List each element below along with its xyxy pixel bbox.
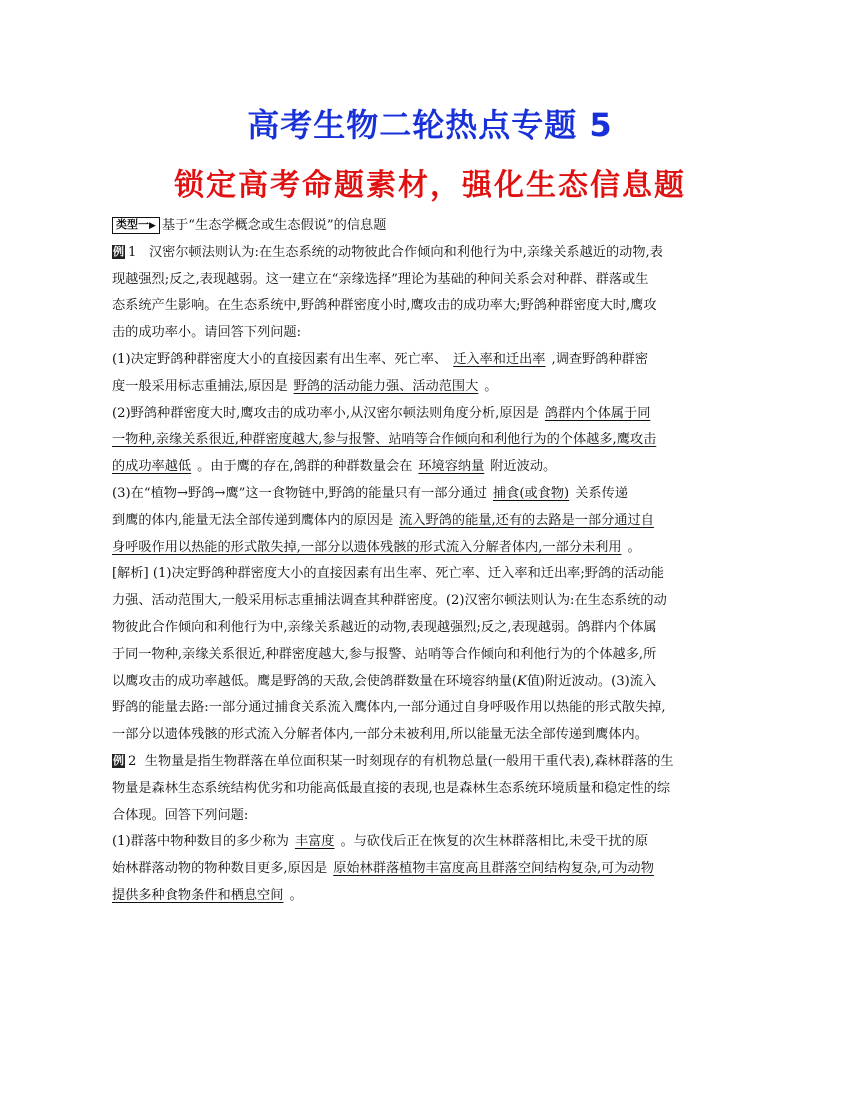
answer-text: 迁入率和迁出率 [453, 351, 546, 367]
analysis-text: 以鹰攻击的成功率越低。鹰是野鸽的天敌,会使鸽群数量在环境容纳量( [112, 673, 517, 689]
answer-text: 鸽群内个体属于同 [544, 405, 651, 421]
example-number: 2 [128, 753, 137, 769]
type-tag-label: 类型一 [116, 218, 149, 231]
paragraph-line: 合体现。回答下列问题: [112, 807, 249, 823]
answer-line [112, 535, 752, 562]
page-title: 高考生物二轮热点专题 5 [247, 106, 613, 144]
answer-text: 身呼吸作用以热能的形式散失掉,一部分以遗体残骸的形式流入分解者体内,一部分未利用 [112, 539, 622, 555]
example-badge: 例 [113, 244, 124, 258]
question-text: ,调查野鸽种群密 [551, 351, 649, 367]
question-text: 。 [627, 539, 641, 555]
question-2-1-cont [112, 856, 752, 883]
question-text: (3)在“植物→野鸽→鹰”这一食物链中,野鸽的能量只有一部分通过 [112, 485, 487, 501]
answer-text: 提供多种食物条件和栖息空间 [112, 887, 284, 903]
document-body [112, 213, 752, 910]
example-badge: 例 [113, 753, 124, 767]
paragraph-line: 态系统产生影响。在生态系统中,野鸽种群密度小时,鹰攻击的成功率大;野鸽种群密度大时,鹰攻 [112, 298, 657, 314]
question-3 [112, 481, 752, 508]
answer-blank [289, 834, 341, 849]
question-1 [112, 347, 752, 374]
answer-blank [393, 513, 660, 528]
answer-text: 丰富度 [294, 834, 335, 850]
question-text: 度一般采用标志重捕法,原因是 [112, 378, 288, 394]
answer-text: 的成功率越低 [112, 459, 192, 475]
answer-blank [112, 540, 628, 555]
analysis-line: 力强、活动范围大,一般采用标志重捕法调查其种群密度。(2)汉密尔顿法则认为:在生态系统的动 [112, 593, 667, 609]
question-text: (2)野鸽种群密度大时,鹰攻击的成功率小,从汉密尔顿法则角度分析,原因是 [112, 405, 539, 421]
analysis-line: 野鸽的能量去路:一部分通过捕食关系流入鹰体内,一部分通过自身呼吸作用以热能的形式散失掉, [112, 700, 666, 716]
type-tag [112, 217, 160, 234]
answer-blank [112, 459, 197, 474]
example1-line [112, 240, 752, 267]
type-heading [112, 213, 752, 240]
answer-text: 流入野鸽的能量,还有的去路是一部分通过自 [399, 512, 654, 528]
answer-text: 一物种,亲缘关系很近,种群密度越大,参与报警、站哨等合作倾向和利他行为的个体越多,鹰攻击 [112, 432, 657, 448]
question-text: (1)决定野鸽种群密度大小的直接因素有出生率、死亡率、 [112, 351, 448, 367]
analysis-text: 值)附近波动。(3)流入 [526, 673, 657, 689]
page-subtitle: 锁定高考命题素材，强化生态信息题 [174, 168, 686, 203]
answer-line [112, 427, 752, 454]
type-title: 基于“生态学概念或生态假说”的信息题 [161, 218, 387, 233]
question-2 [112, 401, 752, 428]
answer-text: 野鸽的活动能力强、活动范围大 [293, 378, 479, 394]
question-text: 关系传递 [575, 485, 628, 501]
analysis-line: [解析] (1)决定野鸽种群密度大小的直接因素有出生率、死亡率、迁入率和迁出率;野鸽的活动能 [112, 566, 664, 582]
question-2-1 [112, 829, 752, 856]
question-text: 附近波动。 [490, 459, 557, 475]
question-text: 。与砍伐后正在恢复的次生林群落相比,未受干扰的原 [340, 834, 649, 850]
answer-blank [112, 888, 289, 903]
question-2-cont [112, 454, 752, 481]
question-text: 始林群落动物的物种数目更多,原因是 [112, 861, 328, 877]
paragraph-line: 击的成功率小。请回答下列问题: [112, 325, 302, 341]
answer-blank [487, 486, 575, 501]
analysis-line: 一部分以遗体残骸的形式流入分解者体内,一部分未被利用,所以能量无法全部传递到鹰体内。 [112, 727, 648, 743]
question-text: 到鹰的体内,能量无法全部传递到鹰体内的原因是 [112, 512, 394, 528]
question-text: (1)群落中物种数目的多少称为 [112, 834, 289, 850]
analysis-line: 于同一物种,亲缘关系很近,种群密度越大,参与报警、站哨等合作倾向和利他行为的个体越多,所 [112, 646, 657, 662]
example-number: 1 [128, 244, 137, 260]
paragraph-line: 汉密尔顿法则认为:在生态系统的动物彼此合作倾向和利他行为中,亲缘关系越近的动物,表 [148, 244, 663, 260]
answer-text: 原始林群落植物丰富度高且群落空间结构复杂,可为动物 [333, 861, 654, 877]
answer-blank [327, 861, 660, 876]
question-3-cont [112, 508, 752, 535]
question-text: 。 [484, 378, 498, 394]
answer-blank [539, 406, 657, 421]
answer-text: 环境容纳量 [418, 459, 485, 475]
example2-line [112, 749, 752, 776]
answer-blank [288, 379, 485, 394]
question-1-cont [112, 374, 752, 401]
answer-blank [447, 352, 551, 367]
analysis-k: K [516, 673, 527, 689]
paragraph-line: 物量是森林生态系统结构优劣和功能高低最直接的表现,也是森林生态系统环境质量和稳定性的综 [112, 780, 671, 796]
answer-blank [412, 459, 490, 474]
question-text: 。 [289, 887, 303, 903]
play-arrow-icon: ▶ [149, 221, 156, 231]
question-text: 。由于鹰的存在,鸽群的种群数量会在 [197, 459, 413, 475]
paragraph-line: 生物量是指生物群落在单位面积某一时刻现存的有机物总量(一般用干重代表),森林群落的生 [144, 753, 674, 769]
answer-text: 捕食(或食物) [492, 485, 570, 501]
analysis-line [112, 669, 752, 696]
answer-line [112, 883, 752, 910]
paragraph-line: 现越强烈;反之,表现越弱。这一建立在“亲缘选择”理论为基础的种间关系会对种群、群落或生 [112, 271, 649, 287]
analysis-line: 物彼此合作倾向和利他行为中,亲缘关系越近的动物,表现越强烈;反之,表现越弱。鸽群内个体属 [112, 619, 657, 635]
